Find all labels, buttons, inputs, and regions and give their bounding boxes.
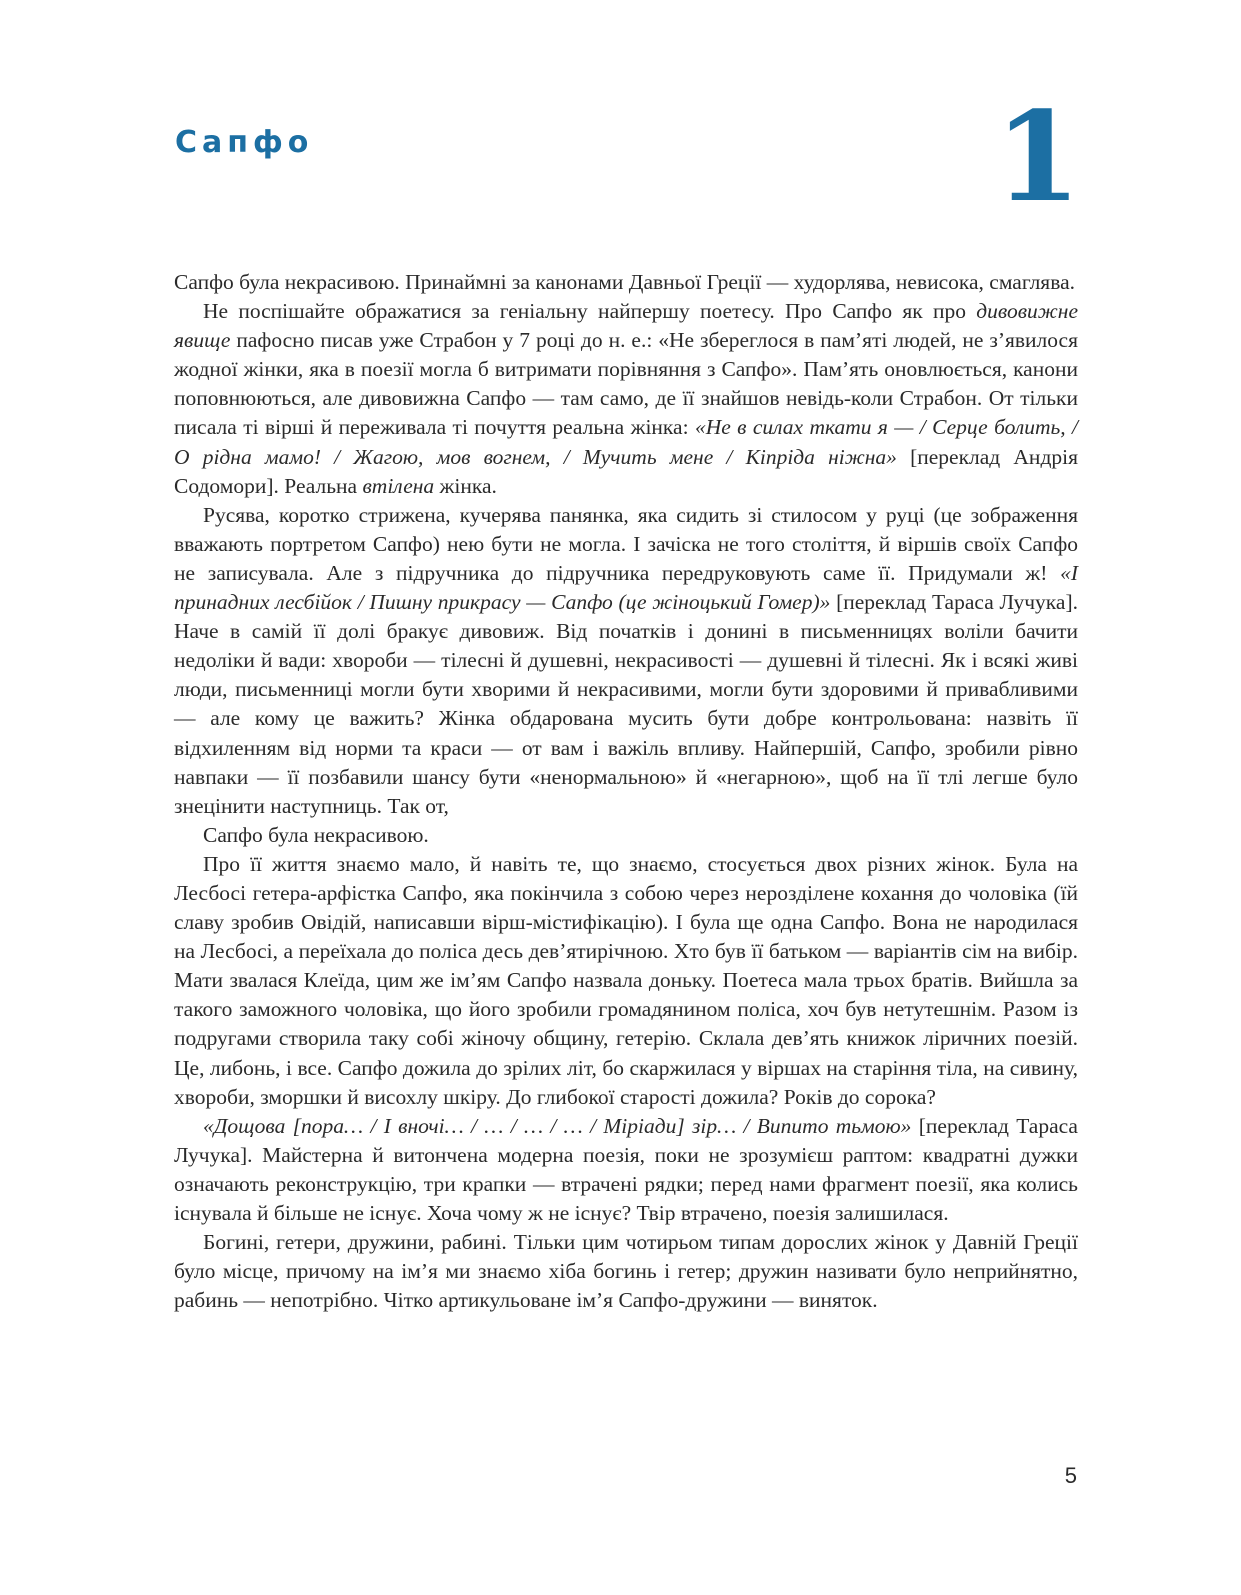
text-run: Русява, коротко стрижена, кучерява панянка, яка сидить зі стилосом у руці (це зображення вважають портретом Сапфо) нею бути не могла. І зачіска не того століття, й віршів своїх Сапфо не записувала. Але з підручника до підручника передруковують саме її. Придумали ж! [174,502,1078,585]
page-number: 5 [1064,1463,1077,1488]
paragraph [174,1112,1078,1228]
paragraph [174,850,1078,1112]
paragraph [174,501,1078,821]
italic-quote: дивовижне явище [174,299,1078,353]
text-run: пафосно писав уже Страбон у 7 році до н. е.: «Не збереглося в пам’яті людей, не з’явилося жодної жінки, яка в поезії могла б витримати порівняння з Сапфо». Пам’ять оновлюється, канони поповнюються, але дивовижна Сапфо — там само, де її знайшов невідь-коли Страбон. От тільки писала ті вірші й переживала ті почуття реальна жінка: [174,328,1078,440]
text-run: Не поспішайте ображатися за геніальну найпершу поетесу. Про Сапфо як про [203,299,977,324]
italic-quote: «Дощова [пора… / І вночі… / … / … / … / Міріади] зір… / Випито тьмою» [203,1113,912,1138]
text-run: [переклад Тараса Лучука]. Наче в самій її долі бракує дивовиж. Від початків і донині в письменницях воліли бачити недоліки й вади: хвороби — тілесні й душевні, некрасивості — душевні й тілесні. Як і всякі живі люди, письменниці могли бути хворими й некрасивими, могли бути здоровими й привабливими — але кому це важить? Жінка обдарована мусить бути добре контрольована: назвіть її відхиленням від норми та краси — от вам і важіль впливу. Найпершій, Сапфо, зробили рівно навпаки — її позбавили шансу бути «ненормальною» й «негарною», щоб на її тлі легше було знецінити наступниць. Так от, [174,590,1078,818]
paragraph [174,1228,1078,1315]
body-text [174,268,1078,1315]
text-run: Сапфо була некрасивою. Принаймні за канонами Давньої Греції — худорлява, невисока, смаглява. [174,270,1075,294]
italic-quote: «І принадних лесбійок / Пишну прикрасу — Сапфо (це жіноцький Гомер)» [174,560,1078,615]
chapter-number: 1 [994,85,1081,230]
italic-quote: втілена [362,473,435,498]
text-run: [переклад Тараса Лучука]. Майстерна й витончена модерна поезія, поки не зрозумієш раптом: квадратні дужки означають реконструкцію, три крапки — втрачені рядки; перед нами фрагмент поезії, яка колись існувала й більше не існує. Хоча чому ж не існує? Твір втрачено, поезія залишилася. [174,1113,1078,1225]
text-run: [переклад Андрія Содомори]. Реальна [174,444,1078,498]
text-run: жінка. [434,473,497,498]
italic-quote: «Не в силах ткати я — / Серце болить, / О рідна мамо! / Жагою, мов вогнем, / Мучить мене / Кіпріда ніжна» [174,415,1078,469]
chapter-title: Сапфо [175,125,314,160]
paragraph [174,821,1078,850]
paragraph [174,268,1078,297]
text-run: Сапфо була некрасивою. [203,822,429,847]
paragraph [174,297,1078,501]
text-run: Про її життя знаємо мало, й навіть те, що знаємо, стосується двох різних жінок. Була на Лесбосі гетера-арфістка Сапфо, яка покінчила з собою через нерозділене кохання до чоловіка (їй славу зробив Овідій, написавши вірш-містифікацію). І була ще одна Сапфо. Вона не народилася на Лесбосі, а переїхала до поліса десь дев’ятирічною. Хто був її батьком — варіантів сім на вибір. Мати звалася Клеїда, цим же ім’ям Сапфо назвала доньку. Поетеса мала трьох братів. Вийшла за такого заможного чоловіка, що його зробили громадянином поліса, хоч був нетутешнім. Разом із подругами створила таку собі жіночу общину, гетерію. Склала дев’ять книжок ліричних поезій. Це, либонь, і все. Сапфо дожила до зрілих літ, бо скаржилася у віршах на старіння тіла, на сивину, хвороби, зморшки й висохлу шкіру. До глибокої старості дожила? Років до сорока? [174,851,1078,1109]
text-run: Богині, гетери, дружини, рабині. Тільки цим чотирьом типам дорослих жінок у Давній Греції було місце, причому на ім’я ми знаємо хіба богинь і гетер; дружин називати було неприйнятно, рабинь — непотрібно. Чітко артикульоване ім’я Сапфо-дружини — виняток. [174,1230,1078,1313]
